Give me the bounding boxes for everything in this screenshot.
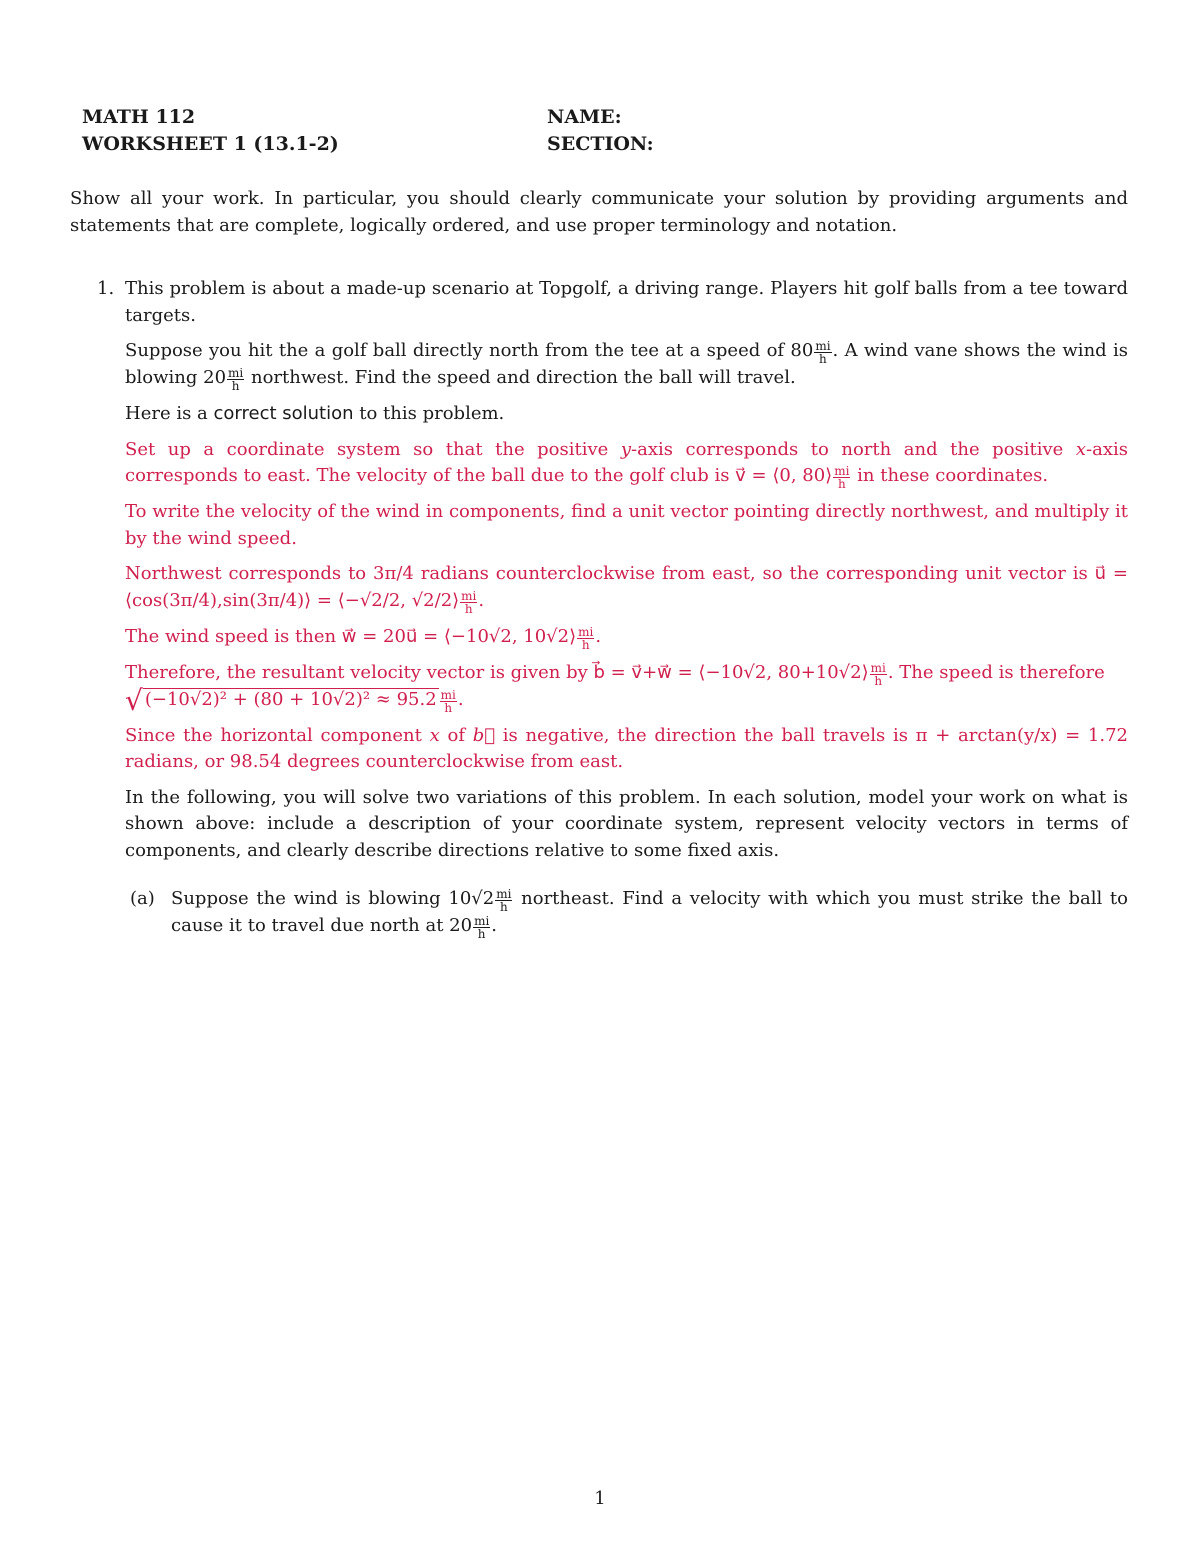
worksheet-header: [82, 104, 1122, 158]
section-label: SECTION:: [547, 133, 654, 155]
problem-1: [70, 276, 1128, 940]
solution-step-wind: To write the velocity of the wind in components, find a unit vector pointing directly northwest, and multiply it by the wind speed.: [125, 501, 1128, 549]
followup-instructions: In the following, you will solve two variations of this problem. In each solution, model your work on what is shown above: include a description of your coordinate system, represent velocity vectors in terms of components, and clearly describe directions relative to some fixed axis.: [125, 786, 1128, 861]
solution-step-direction: Since the horizontal component x of b⃗ is negative, the direction the ball travels is π + arctan(y/x) = 1.72 radians, or 98.54 degrees counterclockwise from east.: [125, 724, 1128, 772]
instructions: Show all your work. In particular, you should clearly communicate your solution by providing arguments and statements that are complete, logically ordered, and use proper terminology and notation.: [70, 188, 1128, 236]
sqrt-sign: √: [125, 683, 143, 717]
part-a-label: (a): [130, 888, 155, 909]
problem-body: [125, 276, 1128, 940]
name-label: NAME:: [547, 106, 622, 128]
part-a-text: Suppose the wind is blowing 10√2 $\frac{mi}{h}$ northeast. Find a velocity with which you must strike the ball to cause it to travel due north at 20 $\frac{mi}{h}$ .: [171, 887, 1128, 941]
page-number: 1: [594, 1488, 606, 1509]
problem-scenario: Suppose you hit the a golf ball directly north from the tee at a speed of 80 $\frac{mi}{h}$ . A wind vane shows the wind is blowing 20 $\frac{mi}{h}$ northwest. Find the speed and direction the ball will travel.: [125, 339, 1128, 393]
worksheet-title: WORKSHEET 1 (13.1-2): [82, 133, 339, 155]
solution-emphasis: correct solution: [213, 403, 354, 424]
solution-step-unit-vector: Northwest corresponds to 3π/4 radians counterclockwise from east, so the corresponding unit vector is u⃗ = ⟨cos(3π/4),sin(3π/4)⟩ = ⟨−√2/2, √2/2⟩ $\frac{mi}{h}$ .: [125, 563, 1128, 616]
solution-step-wind-vector: The wind speed is then w⃗ = 20u⃗ = ⟨−10√2, 10√2⟩ $\frac{mi}{h}$ .: [125, 624, 602, 652]
course-title: MATH 112: [82, 106, 196, 128]
solution-step-coordinates: Set up a coordinate system so that the positive y-axis corresponds to north and the positive x-axis corresponds to east. The velocity of the ball due to the golf club is v⃗ = ⟨0, 80⟩ $\frac{mi}{h}$ in these coordinates.: [125, 438, 1128, 491]
problem-intro: This problem is about a made-up scenario at Topgolf, a driving range. Players hit golf balls from a tee toward targets.: [125, 278, 1128, 326]
solution-step-resultant: Therefore, the resultant velocity vector is given by b⃗ = v⃗+w⃗ = ⟨−10√2, 80+10√2⟩ $\frac{mi}{h}$ . The speed is therefore √ (−10√2)² + (80 + 10√2)² ≈ 95.2 $\frac{mi}{h}$ .: [125, 660, 1105, 717]
problem-1a: [125, 886, 1128, 940]
solution-intro: Here is a correct solution to this problem.: [125, 403, 505, 424]
problem-number: 1.: [97, 278, 115, 299]
